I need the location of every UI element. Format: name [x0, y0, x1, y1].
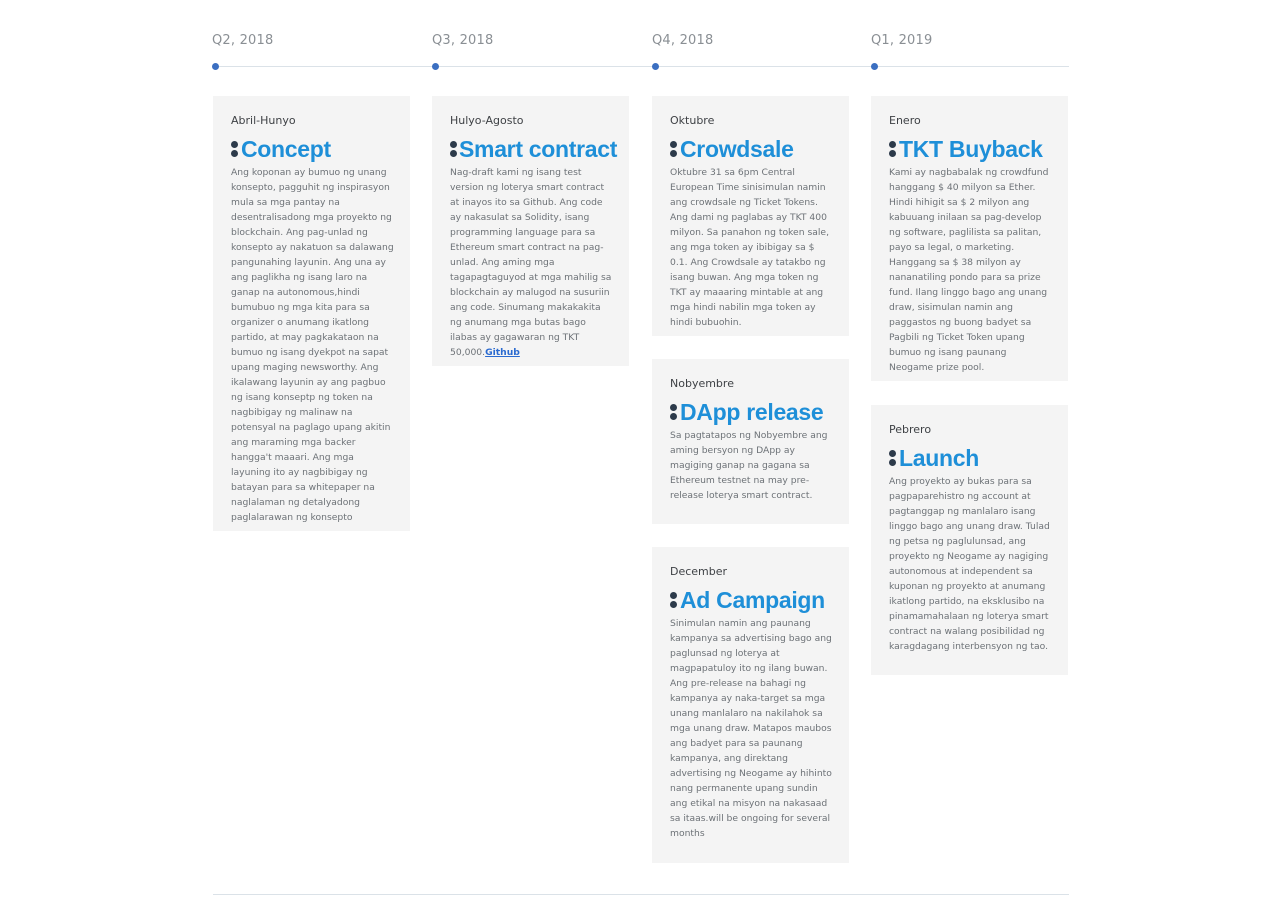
- github-link[interactable]: Github: [485, 347, 520, 358]
- milestone-title: [889, 445, 1052, 471]
- milestone-card-concept: [213, 96, 410, 531]
- quarter-label-q3-2018: Q3, 2018: [432, 33, 494, 48]
- quarter-label-q1-2019: Q1, 2019: [871, 33, 933, 48]
- milestone-month: December: [670, 565, 728, 578]
- milestone-card-ad-campaign: [652, 547, 849, 863]
- milestone-title: [450, 135, 618, 162]
- timeline-marker-q3-2018: [432, 63, 439, 70]
- milestone-month: Enero: [889, 114, 921, 127]
- milestone-card-launch: [871, 405, 1068, 675]
- milestone-description-text: Nag-draft kami ng isang test version ng loterya smart contract at inayos ito sa Github. Ang code ay nakasulat sa Solidity, isang programming language para sa Ethereum smart contract na pag-unlad. Ang aming mga tagapagtaguyod at mga mahilig sa blockchain ay malugod na susuriin ang code. Sinumang makakakita ng anumang mga butas bago ilabas ay gagawaran ng TKT 50,000.: [450, 167, 612, 358]
- bullet-icon: [670, 403, 678, 421]
- milestone-title-text: Concept: [241, 135, 331, 162]
- timeline-marker-q4-2018: [652, 63, 659, 70]
- quarter-label-q4-2018: Q4, 2018: [652, 33, 714, 48]
- milestone-description: Oktubre 31 sa 6pm Central European Time sinisimulan namin ang crowdsale ng Ticket Tokens. Ang dami ng paglabas ay TKT 400 milyon. Sa panahon ng token sale, ang mga token ay ibibigay sa $ 0.1. Ang Crowdsale ay tatakbo ng isang buwan. Ang mga token ng TKT ay maaaring mintable at ang mga hindi nabilin mga token ay hindi bubuohin.: [670, 167, 829, 328]
- milestone-month: Abril-Hunyo: [231, 114, 296, 127]
- milestone-title: [670, 136, 833, 162]
- milestone-description: [450, 165, 613, 360]
- milestone-title: [231, 136, 394, 162]
- milestone-description: Sinimulan namin ang paunang kampanya sa advertising bago ang paglunsad ng loterya at magpapatuloy ito ng ilang buwan. Ang pre-release na bahagi ng kampanya ay naka-target sa mga unang manlalaro na nakilahok sa mga unang draw. Matapos maubos ang badyet para sa paunang kampanya, ang direktang advertising ng Neogame ay hihinto nang permanente upang sundin ang etikal na misyon na nakasaad sa itaas.will be ongoing for several months: [670, 618, 832, 839]
- milestone-description: Ang proyekto ay bukas para sa pagpaparehistro ng account at pagtanggap ng manlalaro isang linggo bago ang unang draw. Tulad ng petsa ng paglulunsad, ang proyekto ng Neogame ay nagiging autonomous at independent sa kuponan ng proyekto at anumang ikatlong partido, na eksklusibo na pinamamahalaan ng loterya smart contract na walang posibilidad ng karagdagang interbensyon ng tao.: [889, 476, 1050, 652]
- milestone-month: Hulyo-Agosto: [450, 114, 524, 127]
- milestone-title-text: Crowdsale: [680, 135, 794, 162]
- timeline-marker-q1-2019: [871, 63, 878, 70]
- milestone-month: Oktubre: [670, 114, 715, 127]
- quarter-label-q2-2018: Q2, 2018: [212, 33, 274, 48]
- bullet-icon: [670, 591, 678, 609]
- milestone-card-smart-contract: [432, 96, 629, 366]
- bullet-icon: [889, 140, 897, 158]
- milestone-title: [889, 136, 1052, 162]
- timeline-axis: [213, 66, 1069, 67]
- milestone-description: Ang koponan ay bumuo ng unang konsepto, pagguhit ng inspirasyon mula sa mga pantay na desentralisadong mga proyekto ng blockchain. Ang pag-unlad ng konsepto ay nakatuon sa dalawang pangunahing layunin. Ang una ay ang paglikha ng isang laro na ganap na autonomous,hindi bumubuo ng mga kita para sa organizer o anumang ikatlong partido, at may pagkakataon na bumuo ng isang dyekpot na sapat upang maging newsworthy. Ang ikalawang layunin ay ang pagbuo ng isang konseptp ng token na nagbibigay ng malinaw na potensyal na paglago upang akitin ang maraming mga backer hangga't maaari. Ang mga layuning ito ay nagbibigay ng batayan para sa whitepaper na naglalaman ng detalyadong paglalarawan ng konsepto: [231, 167, 394, 523]
- bullet-icon: [450, 140, 457, 158]
- milestone-description: Sa pagtatapos ng Nobyembre ang aming bersyon ng DApp ay magiging ganap na gagana sa Ethereum testnet na may pre-release loterya smart contract.: [670, 430, 828, 501]
- milestone-title-text: Launch: [899, 444, 979, 471]
- timeline-marker-q2-2018: [212, 63, 219, 70]
- bullet-icon: [670, 140, 678, 158]
- bullet-icon: [231, 140, 239, 158]
- milestone-title-text: Ad Campaign: [680, 586, 825, 613]
- milestone-title: [670, 587, 833, 613]
- milestone-card-crowdsale: [652, 96, 849, 336]
- milestone-month: Pebrero: [889, 423, 932, 436]
- milestone-title-text: Smart contract: [459, 135, 618, 162]
- milestone-card-tkt-buyback: [871, 96, 1068, 381]
- section-divider: [213, 894, 1069, 895]
- milestone-card-dapp-release: [652, 359, 849, 524]
- milestone-title-text: TKT Buyback: [899, 135, 1043, 162]
- milestone-month: Nobyembre: [670, 377, 734, 390]
- milestone-title-text: DApp release: [680, 398, 824, 425]
- bullet-icon: [889, 449, 897, 467]
- milestone-description: Kami ay nagbabalak ng crowdfund hanggang $ 40 milyon sa Ether. Hindi hihigit sa $ 2 milyon ang kabuuang inilaan sa pag-develop ng software, paglilista sa palitan, payo sa legal, o marketing. Hanggang sa $ 38 milyon ay nananatiling pondo para sa prize fund. Ilang linggo bago ang unang draw, sisimulan namin ang paggastos ng buong badyet sa Pagbili ng Ticket Token upang bumuo ng isang paunang Neogame prize pool.: [889, 167, 1049, 373]
- milestone-title: [670, 399, 833, 425]
